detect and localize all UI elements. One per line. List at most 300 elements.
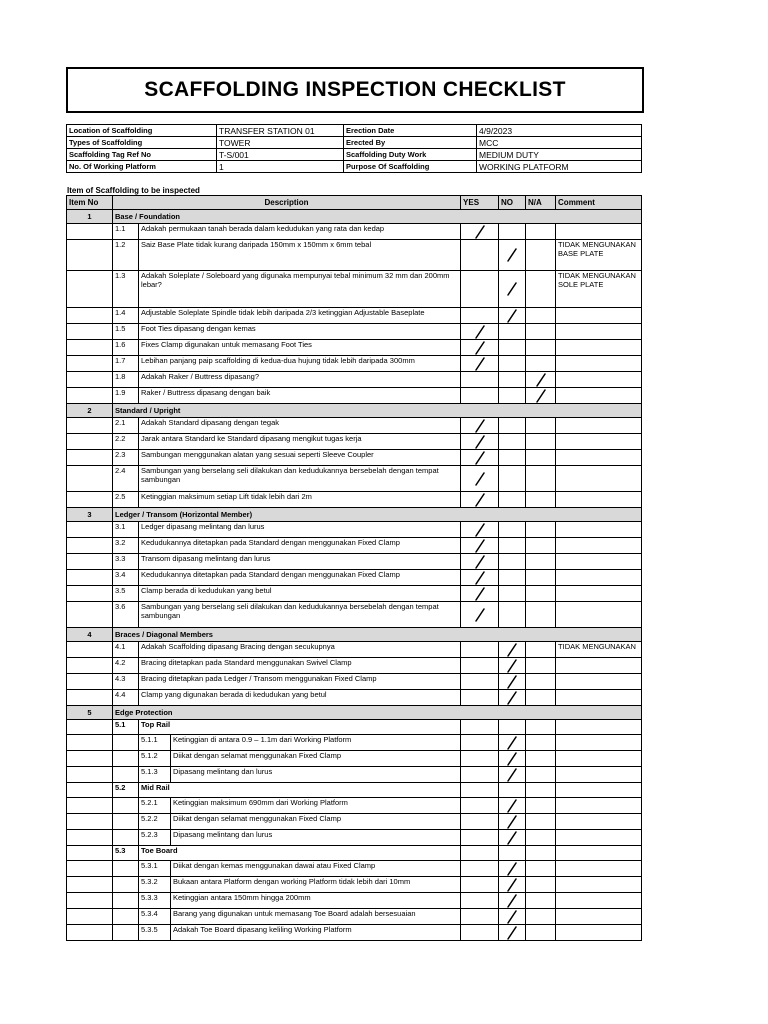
mark-na-cell[interactable]	[526, 798, 556, 814]
checklist-row	[67, 388, 642, 404]
item-blank	[67, 466, 113, 492]
mark-na-cell[interactable]	[526, 466, 556, 492]
item-number: 1.2	[113, 240, 139, 271]
mark-no-cell[interactable]	[499, 690, 526, 706]
blank-na-cell	[526, 846, 556, 861]
mark-no-cell[interactable]	[499, 602, 526, 628]
item-description: Adakah Soleplate / Soleboard yang digunaka mempunyai tebal minimum 32 mm dan 200mm lebar?	[139, 271, 461, 308]
mark-yes-cell[interactable]	[461, 798, 499, 814]
mark-yes-cell[interactable]	[461, 830, 499, 846]
mark-no-cell[interactable]	[499, 492, 526, 508]
subsection-title: Top Rail	[139, 720, 461, 735]
item-number: 1.3	[113, 271, 139, 308]
mark-na-cell[interactable]	[526, 877, 556, 893]
check-mark-icon	[473, 435, 487, 449]
blank-comment-cell	[556, 846, 642, 861]
checklist-row	[67, 690, 642, 706]
mark-na-cell[interactable]	[526, 893, 556, 909]
subitem-comment	[556, 751, 642, 767]
subitem-comment	[556, 861, 642, 877]
check-mark-icon	[473, 357, 487, 371]
checklist-row	[67, 570, 642, 586]
check-mark-icon	[505, 862, 519, 876]
blank-na-cell	[526, 720, 556, 735]
mark-no-cell[interactable]	[499, 861, 526, 877]
mark-na-cell[interactable]	[526, 388, 556, 404]
item-number: 4.4	[113, 690, 139, 706]
item-description: Foot Ties dipasang dengan kemas	[139, 324, 461, 340]
section-number: 2	[67, 404, 113, 418]
item-comment: TIDAK MENGUNAKAN	[556, 642, 642, 658]
subitem-comment	[556, 767, 642, 783]
mark-yes-cell[interactable]	[461, 925, 499, 941]
checklist-row	[67, 308, 642, 324]
blank-no-cell	[499, 783, 526, 798]
mark-no-cell[interactable]	[499, 658, 526, 674]
header-description: Description	[113, 196, 461, 210]
item-description: Adakah Raker / Buttress dipasang?	[139, 372, 461, 388]
section-title: Base / Foundation	[113, 210, 642, 224]
subitem-comment	[556, 798, 642, 814]
item-blank	[67, 271, 113, 308]
mark-na-cell[interactable]	[526, 767, 556, 783]
item-blank	[113, 877, 139, 893]
subitem-number: 5.3.4	[139, 909, 171, 925]
mark-na-cell[interactable]	[526, 522, 556, 538]
subitem-comment	[556, 893, 642, 909]
item-comment	[556, 554, 642, 570]
item-comment: TIDAK MENGUNAKAN BASE PLATE	[556, 240, 642, 271]
item-blank	[67, 814, 113, 830]
subitem-description: Diikat dengan kemas menggunakan dawai atau Fixed Clamp	[171, 861, 461, 877]
mark-na-cell[interactable]	[526, 602, 556, 628]
item-blank	[67, 658, 113, 674]
item-blank	[113, 861, 139, 877]
item-comment	[556, 538, 642, 554]
checklist-row	[67, 522, 642, 538]
item-blank	[113, 751, 139, 767]
mark-yes-cell[interactable]	[461, 586, 499, 602]
mark-no-cell[interactable]	[499, 735, 526, 751]
erection-date-label: Erection Date	[344, 125, 477, 137]
type-label: Types of Scaffolding	[67, 137, 217, 149]
mark-na-cell[interactable]	[526, 271, 556, 308]
item-number: 1.4	[113, 308, 139, 324]
check-mark-icon	[473, 419, 487, 433]
item-blank	[113, 767, 139, 783]
subitem-description: Dipasang melintang dan lurus	[171, 767, 461, 783]
mark-no-cell[interactable]	[499, 909, 526, 925]
mark-yes-cell[interactable]	[461, 388, 499, 404]
mark-na-cell[interactable]	[526, 570, 556, 586]
check-mark-icon	[505, 248, 519, 262]
mark-no-cell[interactable]	[499, 372, 526, 388]
mark-yes-cell[interactable]	[461, 735, 499, 751]
item-comment	[556, 466, 642, 492]
item-blank	[67, 925, 113, 941]
title-box	[66, 67, 644, 113]
mark-yes-cell[interactable]	[461, 418, 499, 434]
mark-na-cell[interactable]	[526, 356, 556, 372]
mark-no-cell[interactable]	[499, 434, 526, 450]
item-blank	[67, 830, 113, 846]
mark-yes-cell[interactable]	[461, 271, 499, 308]
item-blank	[67, 767, 113, 783]
check-mark-icon	[505, 643, 519, 657]
item-description: Adakah permukaan tanah berada dalam kedudukan yang rata dan kedap	[139, 224, 461, 240]
item-description: Sambungan yang berselang seli dilakukan dan kedudukannya bersebelah dengan tempat sambungan	[139, 602, 461, 628]
item-blank	[67, 554, 113, 570]
mark-na-cell[interactable]	[526, 830, 556, 846]
mark-na-cell[interactable]	[526, 554, 556, 570]
item-number: 3.3	[113, 554, 139, 570]
mark-yes-cell[interactable]	[461, 751, 499, 767]
mark-yes-cell[interactable]	[461, 450, 499, 466]
mark-yes-cell[interactable]	[461, 324, 499, 340]
section-row	[67, 706, 642, 720]
item-description: Bracing ditetapkan pada Standard menggunakan Swivel Clamp	[139, 658, 461, 674]
mark-yes-cell[interactable]	[461, 893, 499, 909]
check-mark-icon	[505, 878, 519, 892]
header-comment: Comment	[556, 196, 642, 210]
erection-date-value: 4/9/2023	[477, 125, 642, 137]
check-mark-icon	[473, 587, 487, 601]
subitem-description: Dipasang melintang dan lurus	[171, 830, 461, 846]
mark-no-cell[interactable]	[499, 388, 526, 404]
checklist-row	[67, 324, 642, 340]
mark-no-cell[interactable]	[499, 798, 526, 814]
item-comment: TIDAK MENGUNAKAN SOLE PLATE	[556, 271, 642, 308]
purpose-label: Purpose Of Scaffolding	[344, 161, 477, 173]
check-mark-icon	[505, 926, 519, 940]
mark-yes-cell[interactable]	[461, 554, 499, 570]
mark-no-cell[interactable]	[499, 450, 526, 466]
mark-yes-cell[interactable]	[461, 674, 499, 690]
mark-na-cell[interactable]	[526, 538, 556, 554]
mark-yes-cell[interactable]	[461, 240, 499, 271]
item-blank	[113, 893, 139, 909]
blank-yes-cell	[461, 846, 499, 861]
mark-na-cell[interactable]	[526, 751, 556, 767]
check-mark-icon	[473, 523, 487, 537]
mark-yes-cell[interactable]	[461, 658, 499, 674]
subitem-number: 5.3.1	[139, 861, 171, 877]
subsection-number: 5.1	[113, 720, 139, 735]
mark-no-cell[interactable]	[499, 418, 526, 434]
mark-no-cell[interactable]	[499, 271, 526, 308]
mark-yes-cell[interactable]	[461, 466, 499, 492]
mark-na-cell[interactable]	[526, 372, 556, 388]
item-comment	[556, 690, 642, 706]
item-number: 3.5	[113, 586, 139, 602]
subsection-title: Toe Board	[139, 846, 461, 861]
section-number: 4	[67, 628, 113, 642]
check-mark-icon	[505, 309, 519, 323]
item-blank	[113, 735, 139, 751]
item-blank	[113, 830, 139, 846]
subitem-number: 5.3.3	[139, 893, 171, 909]
purpose-value: WORKING PLATFORM	[477, 161, 642, 173]
mark-no-cell[interactable]	[499, 356, 526, 372]
item-description: Fixes Clamp digunakan untuk memasang Foot Ties	[139, 340, 461, 356]
section-title: Standard / Upright	[113, 404, 642, 418]
item-number: 4.3	[113, 674, 139, 690]
item-blank	[67, 372, 113, 388]
subitem-number: 5.3.2	[139, 877, 171, 893]
mark-no-cell[interactable]	[499, 830, 526, 846]
mark-na-cell[interactable]	[526, 450, 556, 466]
checklist-row	[67, 418, 642, 434]
check-mark-icon	[505, 752, 519, 766]
checklist-row	[67, 240, 642, 271]
check-mark-icon	[473, 225, 487, 239]
checklist-row	[67, 356, 642, 372]
item-comment	[556, 586, 642, 602]
subitem-number: 5.2.3	[139, 830, 171, 846]
check-mark-icon	[505, 282, 519, 296]
mark-no-cell[interactable]	[499, 751, 526, 767]
mark-na-cell[interactable]	[526, 658, 556, 674]
item-comment	[556, 658, 642, 674]
item-number: 3.2	[113, 538, 139, 554]
section-title: Braces / Diagonal Members	[113, 628, 642, 642]
mark-na-cell[interactable]	[526, 909, 556, 925]
mark-no-cell[interactable]	[499, 642, 526, 658]
subitem-number: 5.2.2	[139, 814, 171, 830]
item-blank	[67, 538, 113, 554]
item-number: 4.2	[113, 658, 139, 674]
checklist-body	[67, 196, 642, 941]
mark-no-cell[interactable]	[499, 324, 526, 340]
section-row	[67, 404, 642, 418]
mark-yes-cell[interactable]	[461, 909, 499, 925]
subitem-number: 5.3.5	[139, 925, 171, 941]
mark-no-cell[interactable]	[499, 586, 526, 602]
mark-na-cell[interactable]	[526, 674, 556, 690]
tag-label: Scaffolding Tag Ref No	[67, 149, 217, 161]
item-description: Clamp berada di kedudukan yang betul	[139, 586, 461, 602]
subitem-number: 5.1.1	[139, 735, 171, 751]
subsection-row	[67, 783, 642, 798]
subitem-description: Ketinggian di antara 0.9 – 1.1m dari Working Platform	[171, 735, 461, 751]
mark-no-cell[interactable]	[499, 224, 526, 240]
mark-yes-cell[interactable]	[461, 372, 499, 388]
checklist-row	[67, 554, 642, 570]
mark-na-cell[interactable]	[526, 586, 556, 602]
checklist-row	[67, 224, 642, 240]
item-number: 2.5	[113, 492, 139, 508]
item-comment	[556, 570, 642, 586]
item-blank	[67, 735, 113, 751]
mark-na-cell[interactable]	[526, 434, 556, 450]
type-value: TOWER	[217, 137, 344, 149]
item-blank	[113, 925, 139, 941]
mark-no-cell[interactable]	[499, 308, 526, 324]
mark-no-cell[interactable]	[499, 466, 526, 492]
mark-no-cell[interactable]	[499, 674, 526, 690]
duty-label: Scaffolding Duty Work	[344, 149, 477, 161]
item-blank	[67, 324, 113, 340]
checklist-row	[67, 340, 642, 356]
mark-yes-cell[interactable]	[461, 340, 499, 356]
item-blank	[67, 751, 113, 767]
item-comment	[556, 308, 642, 324]
item-blank	[113, 798, 139, 814]
item-blank	[67, 340, 113, 356]
item-number: 1.5	[113, 324, 139, 340]
blank-na-cell	[526, 783, 556, 798]
mark-no-cell[interactable]	[499, 554, 526, 570]
item-blank	[67, 720, 113, 735]
mark-no-cell[interactable]	[499, 340, 526, 356]
check-mark-icon	[473, 341, 487, 355]
blank-yes-cell	[461, 720, 499, 735]
mark-na-cell[interactable]	[526, 814, 556, 830]
item-description: Sambungan menggunakan alatan yang sesuai seperti Sleeve Coupler	[139, 450, 461, 466]
checklist-row	[67, 372, 642, 388]
mark-no-cell[interactable]	[499, 522, 526, 538]
item-number: 4.1	[113, 642, 139, 658]
item-blank	[67, 570, 113, 586]
check-mark-icon	[473, 493, 487, 507]
item-number: 2.4	[113, 466, 139, 492]
mark-na-cell[interactable]	[526, 340, 556, 356]
item-blank	[67, 909, 113, 925]
item-blank	[67, 586, 113, 602]
mark-na-cell[interactable]	[526, 642, 556, 658]
mark-no-cell[interactable]	[499, 893, 526, 909]
info-table	[66, 124, 642, 173]
subitem-description: Ketinggian maksimum 690mm dari Working Platform	[171, 798, 461, 814]
mark-no-cell[interactable]	[499, 925, 526, 941]
check-mark-icon	[505, 691, 519, 705]
mark-na-cell[interactable]	[526, 240, 556, 271]
platforms-value: 1	[217, 161, 344, 173]
header-item: Item No	[67, 196, 113, 210]
check-mark-icon	[473, 571, 487, 585]
mark-yes-cell[interactable]	[461, 767, 499, 783]
checklist-row	[67, 674, 642, 690]
section-row	[67, 628, 642, 642]
mark-yes-cell[interactable]	[461, 814, 499, 830]
check-mark-icon	[534, 373, 548, 387]
item-comment	[556, 522, 642, 538]
mark-yes-cell[interactable]	[461, 861, 499, 877]
subsection-title: Mid Rail	[139, 783, 461, 798]
section-title: Edge Protection	[113, 706, 642, 720]
mark-yes-cell[interactable]	[461, 356, 499, 372]
item-number: 1.8	[113, 372, 139, 388]
checklist-row	[67, 538, 642, 554]
location-label: Location of Scaffolding	[67, 125, 217, 137]
item-blank	[67, 356, 113, 372]
mark-no-cell[interactable]	[499, 538, 526, 554]
item-comment	[556, 224, 642, 240]
mark-yes-cell[interactable]	[461, 538, 499, 554]
item-blank	[67, 690, 113, 706]
mark-no-cell[interactable]	[499, 767, 526, 783]
mark-na-cell[interactable]	[526, 861, 556, 877]
subitem-description: Adakah Toe Board dipasang keliling Working Platform	[171, 925, 461, 941]
mark-no-cell[interactable]	[499, 814, 526, 830]
check-mark-icon	[473, 451, 487, 465]
tag-value: T-S/001	[217, 149, 344, 161]
check-mark-icon	[505, 659, 519, 673]
subitem-description: Diikat dengan selamat menggunakan Fixed Clamp	[171, 814, 461, 830]
item-blank	[67, 492, 113, 508]
mark-na-cell[interactable]	[526, 492, 556, 508]
checklist-row	[67, 658, 642, 674]
subitem-number: 5.1.2	[139, 751, 171, 767]
item-comment	[556, 340, 642, 356]
subitem-number: 5.1.3	[139, 767, 171, 783]
mark-yes-cell[interactable]	[461, 522, 499, 538]
item-comment	[556, 356, 642, 372]
mark-yes-cell[interactable]	[461, 434, 499, 450]
mark-yes-cell[interactable]	[461, 877, 499, 893]
mark-na-cell[interactable]	[526, 690, 556, 706]
platforms-label: No. Of Working Platform	[67, 161, 217, 173]
mark-na-cell[interactable]	[526, 324, 556, 340]
mark-yes-cell[interactable]	[461, 224, 499, 240]
item-blank	[67, 602, 113, 628]
mark-na-cell[interactable]	[526, 925, 556, 941]
items-heading: Item of Scaffolding to be inspected	[67, 186, 200, 195]
item-description: Kedudukannya ditetapkan pada Standard dengan menggunakan Fixed Clamp	[139, 538, 461, 554]
section-number: 5	[67, 706, 113, 720]
checklist-subrow	[67, 861, 642, 877]
item-comment	[556, 388, 642, 404]
mark-yes-cell[interactable]	[461, 690, 499, 706]
mark-yes-cell[interactable]	[461, 570, 499, 586]
mark-yes-cell[interactable]	[461, 308, 499, 324]
subitem-comment	[556, 909, 642, 925]
check-mark-icon	[473, 608, 487, 622]
item-comment	[556, 602, 642, 628]
section-number: 3	[67, 508, 113, 522]
item-blank	[67, 861, 113, 877]
mark-na-cell[interactable]	[526, 224, 556, 240]
subsection-number: 5.2	[113, 783, 139, 798]
mark-yes-cell[interactable]	[461, 642, 499, 658]
blank-yes-cell	[461, 783, 499, 798]
subsection-row	[67, 846, 642, 861]
section-row	[67, 508, 642, 522]
checklist-row	[67, 586, 642, 602]
mark-na-cell[interactable]	[526, 735, 556, 751]
item-number: 1.6	[113, 340, 139, 356]
check-mark-icon	[505, 799, 519, 813]
blank-comment-cell	[556, 720, 642, 735]
item-blank	[67, 642, 113, 658]
check-mark-icon	[505, 831, 519, 845]
mark-yes-cell[interactable]	[461, 492, 499, 508]
item-blank	[67, 418, 113, 434]
mark-no-cell[interactable]	[499, 570, 526, 586]
check-mark-icon	[473, 472, 487, 486]
mark-na-cell[interactable]	[526, 308, 556, 324]
mark-no-cell[interactable]	[499, 240, 526, 271]
checklist-subrow	[67, 814, 642, 830]
mark-no-cell[interactable]	[499, 877, 526, 893]
checklist-row	[67, 271, 642, 308]
mark-yes-cell[interactable]	[461, 602, 499, 628]
check-mark-icon	[505, 910, 519, 924]
item-description: Sambungan yang berselang seli dilakukan dan kedudukannya bersebelah dengan tempat sambungan	[139, 466, 461, 492]
item-number: 3.1	[113, 522, 139, 538]
subitem-description: Bukaan antara Platform dengan working Platform tidak lebih dari 10mm	[171, 877, 461, 893]
mark-na-cell[interactable]	[526, 418, 556, 434]
